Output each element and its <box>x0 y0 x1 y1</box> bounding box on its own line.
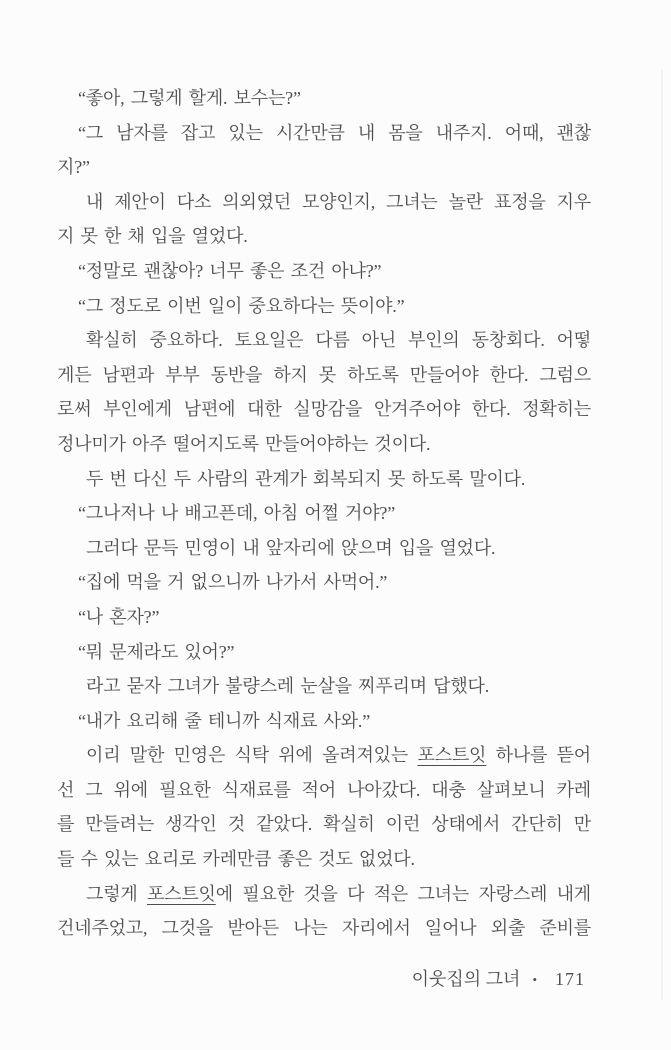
text-line <box>57 738 591 773</box>
text-line: 그러다 문득 민영이 내 앞자리에 앉으며 입을 열었다. <box>86 537 496 558</box>
text-line: 두 번 다신 두 사람의 관계가 회복되지 못 하도록 말이다. <box>86 468 526 489</box>
text-line: 확실히 중요하다. 토요일은 다름 아닌 부인의 동창회다. 어떻 <box>86 330 591 351</box>
text-line: “뭐 문제라도 있어?” <box>78 641 235 662</box>
footer-running-title: 이웃집의 그녀 <box>411 969 521 989</box>
text-segment: 하나를 뜯어 <box>486 745 591 766</box>
text-line: “집에 먹을 거 없으니까 나가서 사먹어.” <box>78 572 388 593</box>
footer-separator-dot: • <box>532 972 537 987</box>
text-segment: 에 필요한 것을 다 적은 그녀는 자랑스레 내게 <box>215 883 591 904</box>
text-line: 선 그 위에 필요한 식재료를 적어 나아갔다. 대충 살펴보니 카레 <box>57 779 591 800</box>
text-segment: 그렇게 <box>86 883 147 904</box>
page-footer <box>412 966 585 992</box>
text-line: 라고 묻자 그녀가 불량스레 눈살을 찌푸리며 답했다. <box>86 676 490 697</box>
text-line: “좋아, 그렇게 할게. 보수는?” <box>78 88 301 108</box>
page-body-text <box>57 81 591 946</box>
text-line: “나 혼자?” <box>78 606 160 627</box>
text-line: “그 남자를 잡고 있는 시간만큼 내 몸을 내주지. 어때, 괜찮 <box>78 122 591 143</box>
text-line: 를 만들려는 생각인 것 같았다. 확실히 이런 상태에서 간단히 만 <box>57 814 591 835</box>
scan-edge-artifact <box>661 70 663 1000</box>
text-line: “그나저나 나 배고픈데, 아침 어쩔 거야?” <box>78 503 395 524</box>
text-line <box>57 877 591 912</box>
underlined-word: 포스트잇 <box>146 883 216 904</box>
underlined-word: 포스트잇 <box>417 745 487 766</box>
text-line: “내가 요리해 줄 테니까 식재료 사와.” <box>78 710 371 731</box>
text-line: 지?” <box>57 157 90 178</box>
text-line: “정말로 괜찮아? 너무 좋은 조건 아냐?” <box>78 260 382 281</box>
text-line: 지 못 한 채 입을 열었다. <box>57 226 248 247</box>
text-line: 건네주었고, 그것을 받아든 나는 자리에서 일어나 외출 준비를 <box>57 918 591 939</box>
text-segment: 이리 말한 민영은 식탁 위에 올려져있는 <box>86 745 418 766</box>
text-line: 로써 부인에게 남편에 대한 실망감을 안겨주어야 한다. 정확히는 <box>57 399 591 420</box>
footer-page-number: 171 <box>555 969 585 989</box>
text-line: “그 정도로 이번 일이 중요하다는 뜻이야.” <box>78 295 405 316</box>
text-line: 내 제안이 다소 의외였던 모양인지, 그녀는 놀란 표정을 지우 <box>86 191 591 212</box>
text-line: 정나미가 아주 떨어지도록 만들어야하는 것이다. <box>57 433 431 454</box>
text-line: 게든 남편과 부부 동반을 하지 못 하도록 만들어야 한다. 그럼으 <box>57 364 591 385</box>
text-line: 들 수 있는 요리로 카레만큼 좋은 것도 없었다. <box>57 849 415 870</box>
